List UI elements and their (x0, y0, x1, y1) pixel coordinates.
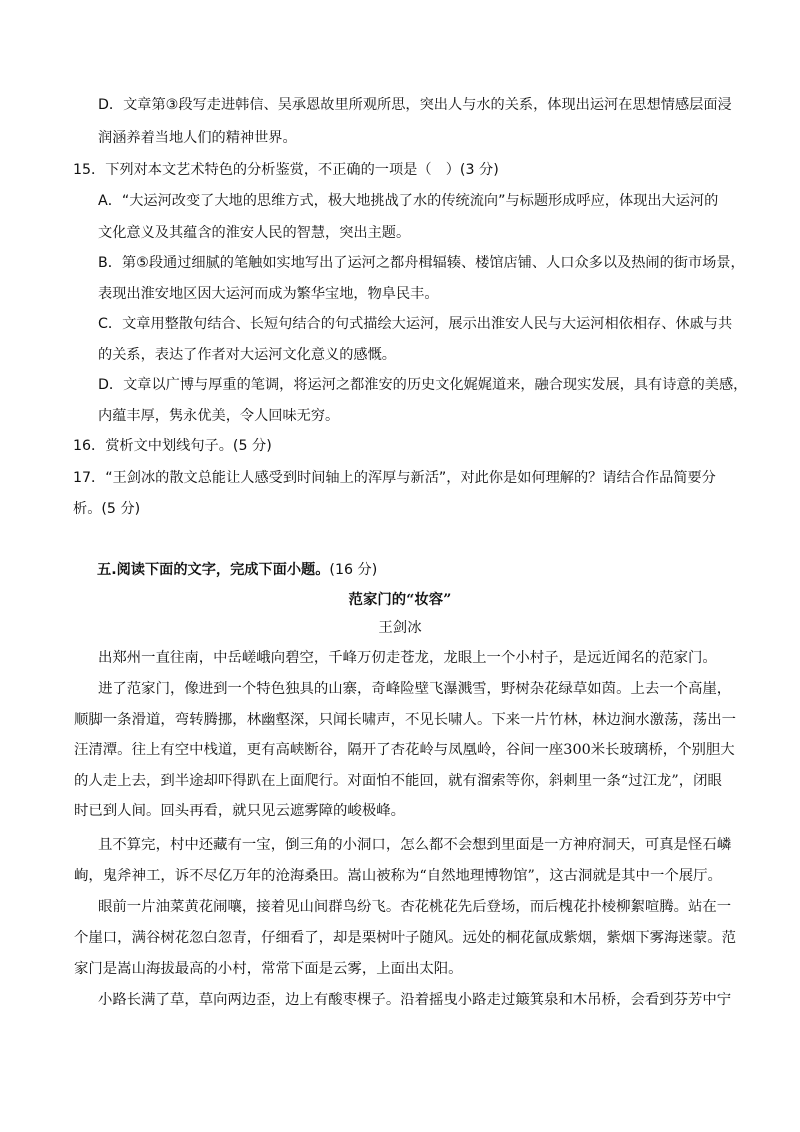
passage-line: 顺脚一条滑道，弯转腾挪，林幽壑深，只闻长啸声，不见长啸人。下来一片竹林，林边涧水激荡，荡出一 (74, 712, 736, 728)
q15-option-c-line-2: 的关系，表达了作者对大运河文化意义的感慨。 (98, 347, 396, 363)
section5-heading-row (97, 560, 800, 580)
q17-line-1: 17．“王剑冰的散文总能让人感受到时间轴上的浑厚与新活”，对此你是如何理解的？请结合作品简要分 (73, 470, 716, 486)
passage-line: 汪清潭。往上有空中栈道，更有高峡断谷，隔开了杏花岭与凤凰岭，谷间一座300米长玻璃桥，个别胆大 (74, 742, 735, 758)
q15-option-c-line-1: C．文章用整散句结合、长短句结合的句式描绘大运河，展示出淮安人民与大运河相依相存、休戚与共 (98, 316, 733, 332)
passage-line: 出郑州一直往南，中岳嵯峨向碧空，千峰万仞走苍龙，龙眼上一个小村子，是远近闻名的范家门。 (98, 650, 717, 666)
passage-line: 的人走上去，到半途却吓得趴在上面爬行。对面怕不能回，就有溜索等你，斜刺里一条“过江龙”，闭眼 (74, 773, 722, 789)
q14-option-d-line-2: 润涵养着当地人们的精神世界。 (98, 130, 297, 146)
section5-heading: 五.阅读下面的文字，完成下面小题。 (97, 562, 330, 578)
passage-line: 小路长满了草，草向两边歪，边上有酸枣棵子。沿着摇曳小路走过簸箕泉和木吊桥，会看到芬芳中宁 (98, 992, 732, 1008)
q15-option-a-line-1: A．“大运河改变了大地的思维方式，极大地挑战了水的传统流向”与标题形成呼应，体现出大运河的 (98, 193, 719, 209)
q15-option-b-line-2: 表现出淮安地区因大运河而成为繁华宝地，物阜民丰。 (98, 286, 439, 302)
q17-line-2: 析。(5 分) (73, 501, 141, 517)
q16-stem: 16．赏析文中划线句子。(5 分) (73, 438, 272, 454)
q15-option-a-line-2: 文化意义及其蕴含的淮安人民的智慧，突出主题。 (98, 225, 411, 241)
q15-option-d-line-2: 内蕴丰厚，隽永优美，令人回味无穷。 (98, 408, 340, 424)
passage-title: 范家门的“妆容” (348, 591, 452, 608)
q15-option-d-line-1: D．文章以广博与厚重的笔调，将运河之都淮安的历史文化娓娓道来，融合现实发展，具有诗意的美感， (98, 377, 748, 393)
passage-line: 眼前一片油菜黄花闹嚷，接着见山间群鸟纷飞。杏花桃花先后登场，而后槐花扑棱柳絮喧腾。站在一 (98, 899, 732, 915)
passage-author: 王剑冰 (378, 620, 422, 636)
q14-option-d-line-1: D．文章第③段写走进韩信、吴承恩故里所观所思，突出人与水的关系，体现出运河在思想情感层面浸 (98, 97, 732, 113)
passage-line: 进了范家门，像进到一个特色独具的山寨，奇峰险壁飞瀑溅雪，野树杂花绿草如茵。上去一个高崖， (98, 681, 732, 697)
section5-score: (16 分) (329, 562, 378, 578)
passage-line: 且不算完，村中还藏有一宝，倒三角的小洞口，怎么都不会想到里面是一方神府洞天，可真是怪石嶙 (98, 837, 732, 853)
passage-line: 峋，鬼斧神工，诉不尽亿万年的沧海桑田。嵩山被称为“自然地理博物馆”，这古洞就是其中一个展厅。 (74, 868, 722, 884)
q15-option-b-line-1: B．第⑤段通过细腻的笔触如实地写出了运河之都舟楫辐辏、楼馆店铺、人口众多以及热闹的街市场景， (98, 255, 745, 271)
q15-stem: 15．下列对本文艺术特色的分析鉴赏，不正确的一项是（ ）(3 分) (73, 162, 499, 178)
passage-line: 时已到人间。回头再看，就只见云遮雾障的峻极峰。 (74, 803, 405, 819)
passage-line: 家门是嵩山海拔最高的小村，常常下面是云雾，上面出太阳。 (74, 961, 463, 977)
passage-line: 个崖口，满谷树花忽白忽青，仔细看了，却是栗树叶子随风。远处的桐花氤成紫烟，紫烟下雾海迷蒙。范 (74, 930, 736, 946)
